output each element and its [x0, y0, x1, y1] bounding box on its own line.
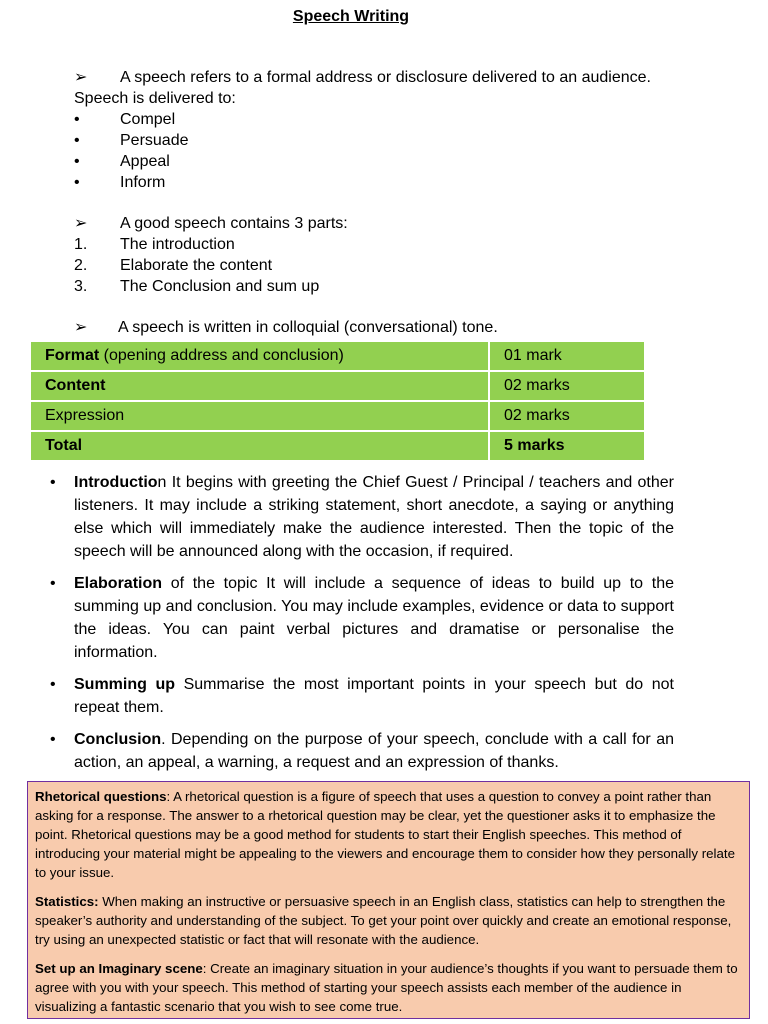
- bullet-icon: •: [74, 174, 80, 191]
- tip-text: : Create an imaginary situation in your audience’s thoughts if you want to persuade them to agree with you with your speech. This method of starting your speech assists each member of the audience in visualizing a fantastic scenario that you wish to see come true.: [35, 961, 738, 1014]
- bullet-icon: •: [74, 132, 80, 149]
- table-cell-value: 02 marks: [489, 401, 645, 431]
- table-row: [30, 431, 645, 461]
- table-row: [30, 341, 645, 371]
- bullet-icon: •: [50, 474, 56, 491]
- row-label-rest: Expression: [45, 407, 125, 424]
- row-label-bold: Content: [45, 377, 106, 394]
- list-item: [50, 673, 674, 719]
- table-cell-label: [30, 371, 489, 401]
- table-row: [30, 401, 645, 431]
- marks-table: [29, 340, 646, 462]
- speech-tips-box: [27, 781, 750, 1019]
- part-item: Elaborate the content: [120, 257, 273, 274]
- list-number: 2.: [74, 257, 88, 274]
- total-value: 5 marks: [504, 437, 565, 454]
- speech-parts-details: [50, 471, 674, 783]
- table-cell-value: 01 mark: [489, 341, 645, 371]
- tip-heading: Statistics:: [35, 894, 99, 909]
- row-label-bold: Format: [45, 347, 100, 364]
- detail-text: Summarise the most important points in your speech but do not repeat them.: [74, 676, 674, 716]
- table-cell-label: [30, 341, 489, 371]
- purpose-item: Compel: [120, 111, 176, 128]
- bullet-icon: •: [50, 731, 56, 748]
- list-number: 3.: [74, 278, 88, 295]
- parts-heading: A good speech contains 3 parts:: [120, 215, 348, 232]
- arrow-bullet-icon: ➢: [74, 215, 88, 232]
- detail-text: n It begins with greeting the Chief Guest / Principal / teachers and other listeners. It may include a striking statement, short anecdote, a saying or anything else which will immediately make the audience interested. Then the topic of the speech will be announced along with the occasion, if required.: [74, 474, 674, 560]
- detail-heading: Introductio: [74, 474, 158, 491]
- list-item: [50, 728, 674, 774]
- part-item: The Conclusion and sum up: [120, 278, 320, 295]
- arrow-bullet-icon: ➢: [74, 69, 88, 86]
- part-item: The introduction: [120, 236, 235, 253]
- tip-heading: Set up an Imaginary scene: [35, 961, 203, 976]
- table-cell-value: [489, 431, 645, 461]
- purpose-item: Appeal: [120, 153, 170, 170]
- arrow-bullet-icon: ➢: [74, 319, 88, 336]
- detail-heading: Summing up: [74, 676, 176, 693]
- tone-statement: A speech is written in colloquial (conversational) tone.: [118, 319, 498, 336]
- tip-text: When making an instructive or persuasive speech in an English class, statistics can help to strengthen the speaker’s authority and understanding of the subject. To get your point over quickly and create an emotional response, try using an unexpected statistic or fact that will resonate with the audience.: [35, 894, 732, 947]
- purpose-heading: Speech is delivered to:: [74, 90, 236, 107]
- bullet-icon: •: [74, 111, 80, 128]
- row-label-rest: (opening address and conclusion): [99, 347, 344, 364]
- list-item: [50, 572, 674, 664]
- list-number: 1.: [74, 236, 88, 253]
- bullet-icon: •: [50, 676, 56, 693]
- list-item: [50, 471, 674, 563]
- detail-heading: Conclusion: [74, 731, 162, 748]
- detail-heading: Elaboration: [74, 575, 163, 592]
- table-cell-value: 02 marks: [489, 371, 645, 401]
- tip-paragraph: [35, 959, 742, 1016]
- tip-heading: Rhetorical questions: [35, 789, 167, 804]
- table-row: [30, 371, 645, 401]
- tip-text: : A rhetorical question is a figure of speech that uses a question to convey a point rather than asking for a response. The answer to a rhetorical question may be clear, yet the questioner asks it to emphasize the point. Rhetorical questions may be a good method for students to start their English speeches. This method of introducing your material might be appealing to the viewers and encourage them to consider how they personally relate to your issue.: [35, 789, 735, 880]
- purpose-item: Persuade: [120, 132, 189, 149]
- detail-text: . Depending on the purpose of your speech, conclude with a call for an action, an appeal, a warning, a request and an expression of thanks.: [74, 731, 674, 771]
- table-cell-label: [30, 431, 489, 461]
- bullet-icon: •: [50, 575, 56, 592]
- page-title: Speech Writing: [292, 8, 410, 25]
- purpose-item: Inform: [120, 174, 166, 191]
- detail-text: of the topic It will include a sequence of ideas to build up to the summing up and conclusion. You may include examples, evidence or data to support the ideas. You can paint verbal pictures and dramatise or personalise the information.: [74, 575, 674, 661]
- row-label-bold: Total: [45, 437, 83, 454]
- tip-paragraph: [35, 892, 742, 949]
- speech-definition: A speech refers to a formal address or disclosure delivered to an audience.: [120, 69, 651, 86]
- table-cell-label: [30, 401, 489, 431]
- bullet-icon: •: [74, 153, 80, 170]
- tip-paragraph: [35, 787, 742, 882]
